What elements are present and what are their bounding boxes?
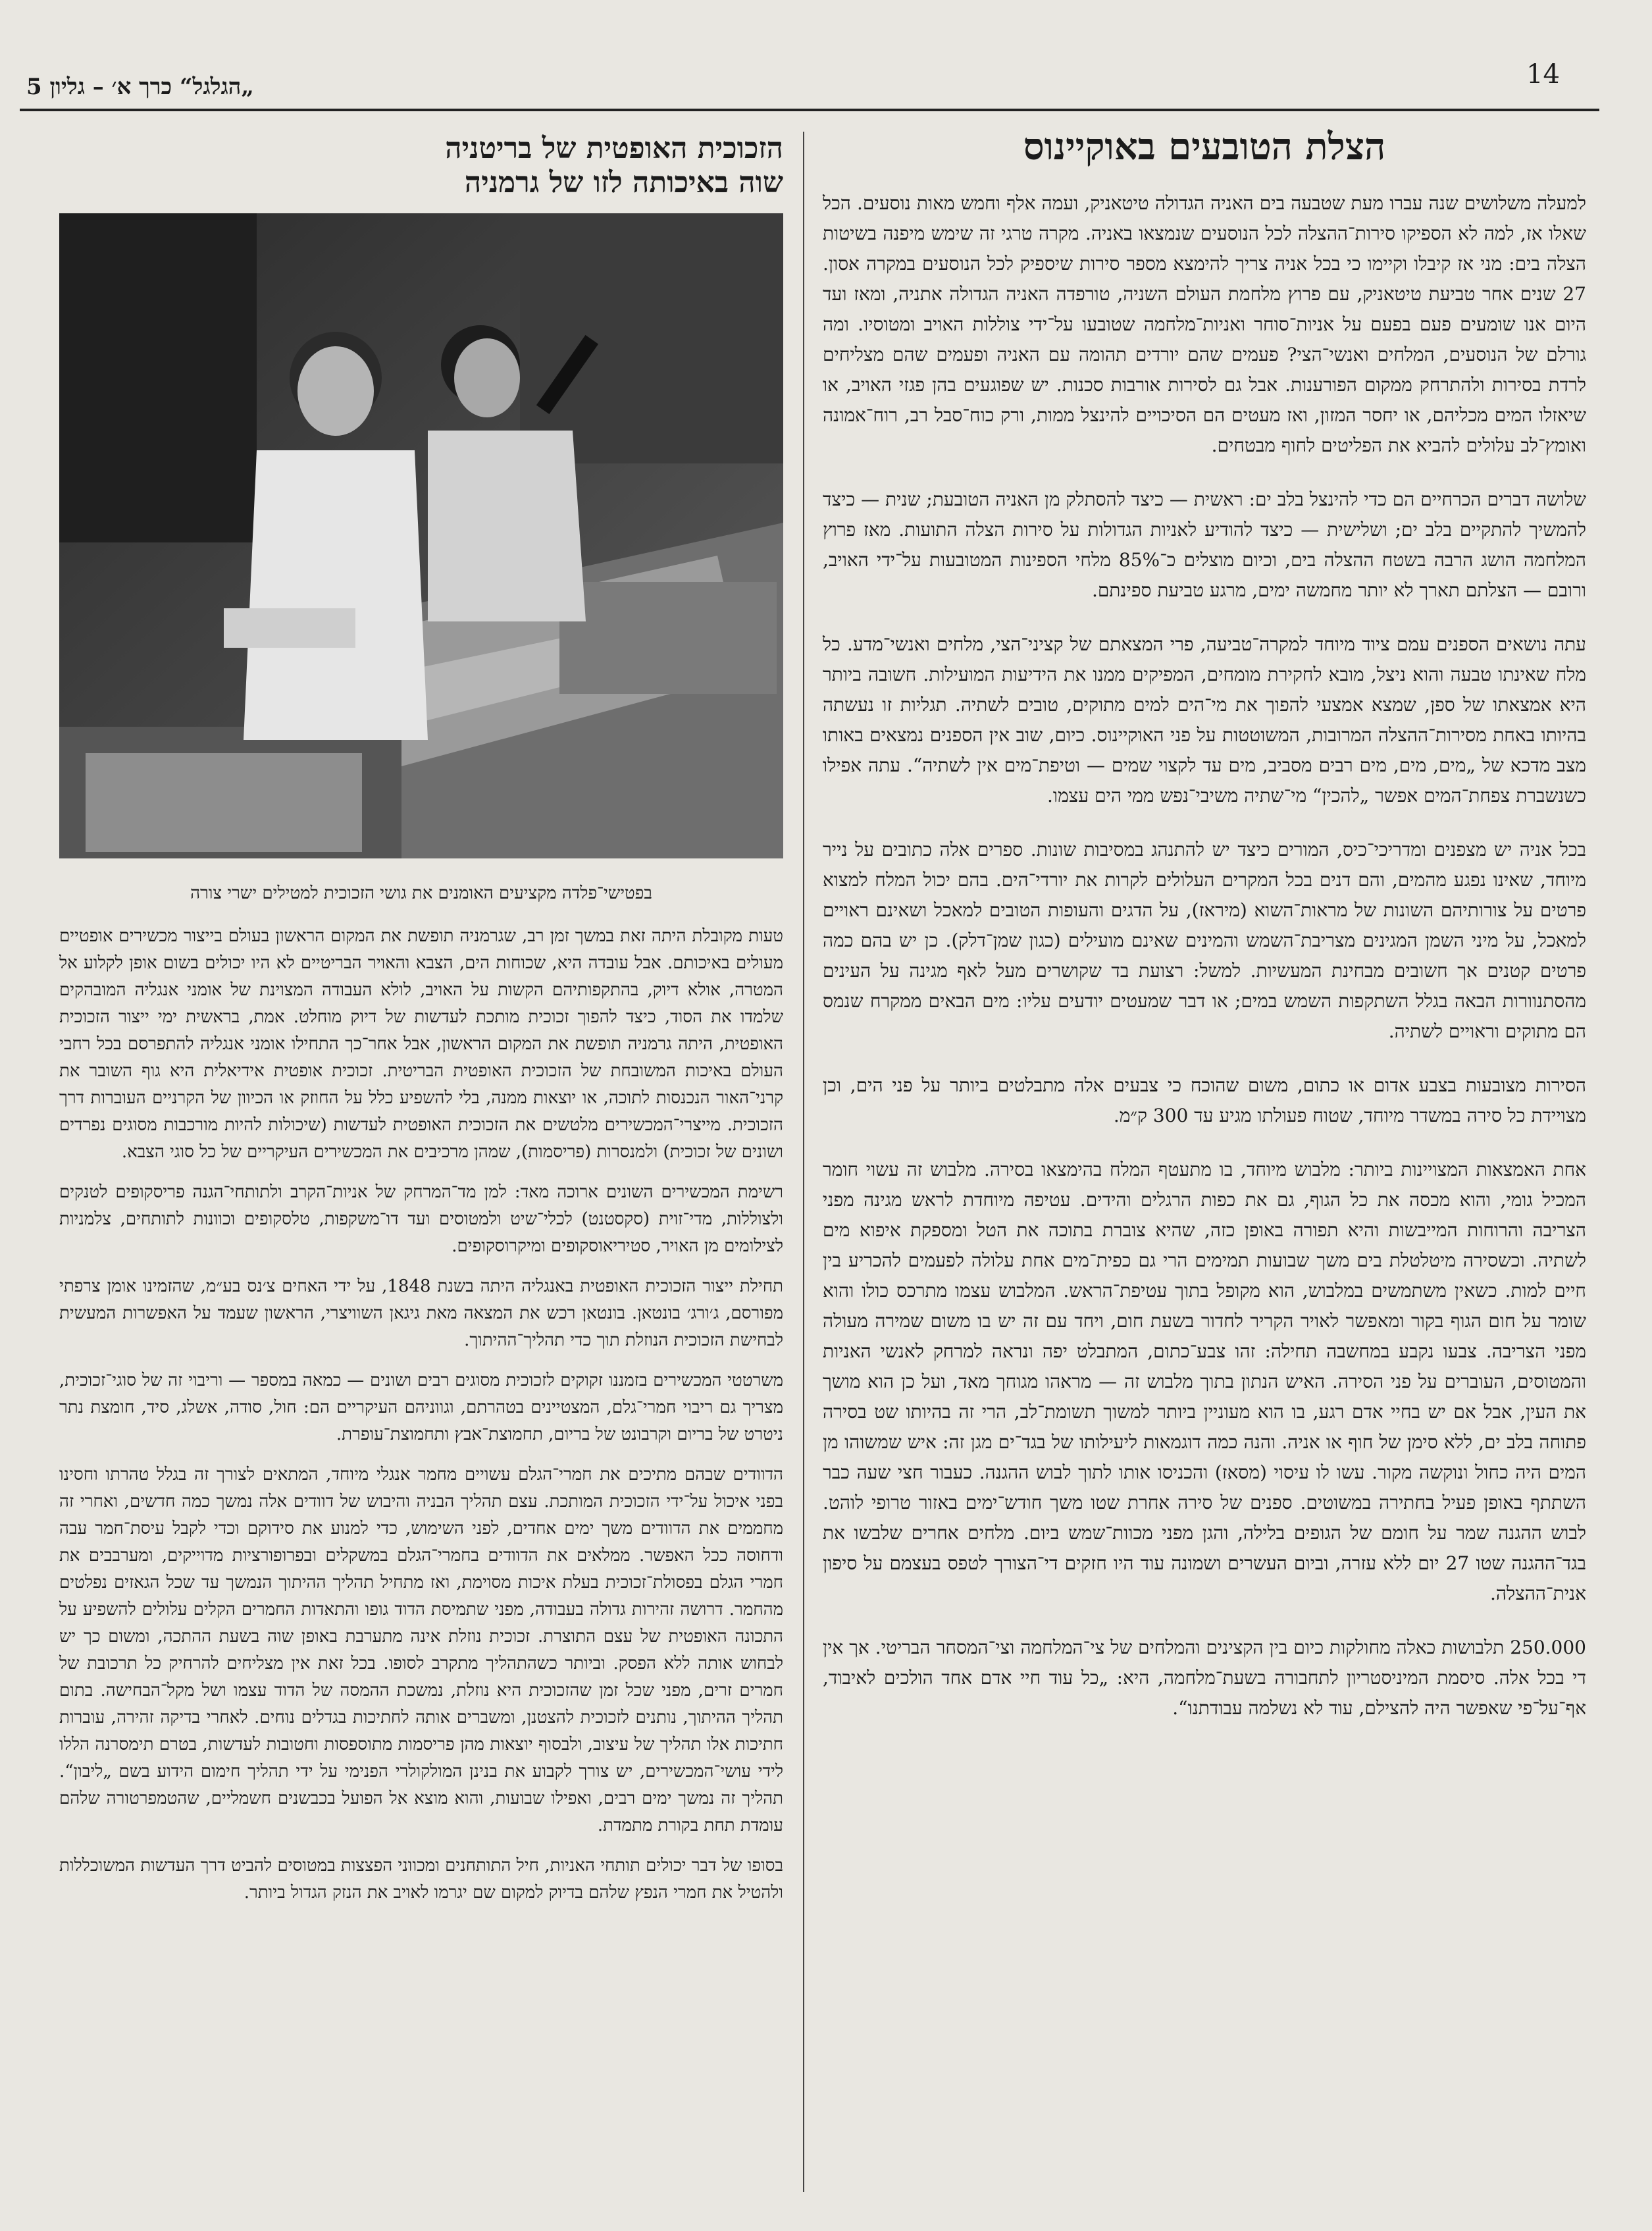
right-article-title: הצלת הטובעים באוקיינוס	[1023, 125, 1386, 169]
workers-photo	[59, 213, 783, 858]
article-paragraph: משרטטי המכשירים בזמננו זקוקים לזכוכית מסוגים רבים ושונים — כמאה במספר — וריבוי זה של סוגי־זכוכית, מצריך גם ריבוי חמרי־גלם, המצטיינים בטהרתם, וגווניהם העיקריים הם: חול, סודה, אשלג, סיד, חומצת נתר ניטרט של בריום וקרבונט של בריום, תחמוצת־אבץ ותחמוצת־עופרת.	[59, 1371, 783, 1444]
article-paragraph: עתה נושאים הספנים עמם ציוד מיוחד למקרה־טביעה, פרי המצאתם של קציני־הצי, מלחים ואנשי־מדע. כל מלח שאינתו טבעה והוא ניצל, מובא לחקירת מומחים, המפיקים ממנו את הידיעות המועילות. חשובה ביותר היא אמצאתו של ספן, שמצא אמצעי להפוך את מי־הים למים מתוקים, טובים לשתיה. תגליות זו נעשתה בהיותו באחת מסירות־ההצלה המרובות, המשוטטות על פני האוקיינוס. כיום, שוב אין הספנים נמצאים באותו מצב מדכא של „מים, מים, מים רבים מסביב, מים עד לקצוי שמים — וטיפת־מים אין לשתיה“. עתה אפילו כשנשברת צפחת־המים אפשר „להכין“ מי־שתיה משיבי־נפש ממי הים עצמו.	[823, 633, 1586, 806]
article-paragraph: טעות מקובלת היתה זאת במשך זמן רב, שגרמניה תופשת את המקום הראשון בעולם בייצור מכשירים אופטיים מעולים באיכותם. אבל עובדה היא, שכוחות הים, הצבא והאויר הבריטיים לא היו יכולים בשום אופן לקלוע אל המטרה, אולא דיוק, בהתקפותיהם הקשות על האויב, לולא העבודה המצוינת של אומני אנגליה המובהקים שלמדו את הסוד, כיצד להפוך זכוכית מותכת לעדשות של דיוק מוחלט. אמת, בראשית ימי ייצור הזכוכית האופטית, היתה גרמניה תופשת את המקום הראשון, אבל אחר־כך התחילו אומני אנגליה להתפרסם בכל רחבי העולם באיכות המשובחת של הזכוכית האופטית הבריטית. זכוכית אופטית אידיאלית היא גוף השובר את קרני־האור הנכנסות לתוכה, או יוצאות ממנה, בלי להשפיע כלל על החוזק או הכיוון של הקרניים העוברות דרך הזכוכית. מייצרי־המכשירים מלטשים את הזכוכית האופטית לעדשות (שיכולות להיות מורכבות מסוגים נפרדים ושונים של זכוכית) ולמנסרות (פריסמות), שמהן מרכיבים את המכשירים העיקריים של כל סוגי הצבא.	[59, 926, 783, 1162]
header-rule	[20, 109, 1599, 111]
article-paragraph: בכל אניה יש מצפנים ומדריכי־כיס, המורים כיצד יש להתנהג במסיבות שונות. ספרים אלה כתובים על נייר מיוחד, שאינו נפגע מהמים, והם דנים בכל המקרים העלולים לקרות את יורדי־הים. בהם יכול המלח למצוא פרטים על צורותיהם השונות של מראות־השוא (מיראז), על הדגים והעופות הטובים למאכל ושאינם ראויים למאכל, על מיני השמן המגינים מצריבת־השמש והמינים שאינם מועילים (כגון שמן־דלק). כן יש בהם כמה פרטים קטנים אך חשובים מבחינת המעשיות. למשל: רצועת בד שקושרים מעל לאף מגינה על העינים מהסתנוורות הבאה בגלל השתקפות השמש במים; או דבר שמעטים יודעים עליו: מים הבאים ממקרח שנמס הם מתוקים וראויים לשתיה.	[823, 839, 1587, 1042]
left-article-title-line: הזכוכית האופטית של בריטניה	[445, 132, 783, 165]
article-paragraph: רשימת המכשירים השונים ארוכה מאד: למן מד־המרחק של אניות־הקרב ולתותחי־הגנה פריסקופים לטנקים ולצוללות, מדי־זוית (סקסטנט) לכלי־שיט ולמטוסים ועד דו־משקפות, טלסקופים וכוונות לתותחים, צלמניות לצילומים מן האויר, סטיריאוסקופים ומיקרוסקופים.	[59, 1182, 783, 1256]
article-paragraph: הסירות מצובעות בצבע אדום או כתום, משום שהוכח כי צבעים אלה מתבלטים ביותר על פני הים, וכן מצויידת כל סירה במשדר מיוחד, שטוח פעולתו מגיע עד 300 ק״מ.	[823, 1074, 1586, 1126]
article-paragraph: בסופו של דבר יכולים תותחי האניות, חיל התותחנים ומכווני הפצצות במטוסים להביט דרך העדשות המשוכללות ולהטיל את חמרי הנפץ שלהם בדיוק למקום שם יגרמו לאויב את הנזק הגדול ביותר.	[59, 1856, 783, 1903]
left-article	[59, 132, 783, 1920]
left-article-title	[59, 132, 783, 200]
right-article	[823, 125, 1586, 1747]
article-paragraph: הדוודים שבהם מתיכים את חמרי־הגלם עשויים מחמר אנגלי מיוחד, המתאים לצורך זה בגלל טהרתו וחסינו בפני איכול על־ידי הזכוכית המותכת. עצם תהליך הבניה והיבוש של דוודים אלה נמשך כמה חדשים, ואחרי זה מחממים את הדוודים משך ימים אחדים, לפני השימוש, כדי למנוע את סידוקם וכדי לקבל עיסת־חמר עבה ודחוסה ככל האפשר. ממלאים את הדוודים בחמרי־הגלם במשקלים ובפרופורציות מדוייקים, ומערבבים את חמרי הגלם בפסולת־זכוכית בעלת איכות מסוימת, ואז מתחיל תהליך ההיתוך הנמשך עד שכל הגאזים נפלטים מהחמר. דרושה זהירות גדולה בעבודה, מפני שתמיסת הדוד גופו והתאדות החמרים הקלים עלולים להשפיע על התכונה האופטית של עצם התוצרת. זכוכית נוזלת אינה מתערבת באופן שוה בשעת ההתכה, ומשום כך יש לבחוש אותה ללא הפסק. וביותר כשהתהליך מתקרב לסופו. בכל זאת אין מצליחים להרחיק כל תרכובת של חמרים זרים, מפני שכל זמן שהזכוכית היא נוזלת, נמשכת ההמסה של הדוד עצמו ושל מקל־הבחישה. בתום תהליך ההיתוך, נותנים לזכוכית להצטנן, ומשברים אותה לחתיכות בגדלים נוחים. לאחרי בדיקה זהירה, עוברות חתיכות אלו תהליך של עיצוב, ולבסוף יוצאות מהן פריסמות מתוספסות וחטובות לעדשות, בטרם תימסרנה הללו לידי עושי־המכשירים, יש צורך לקבוע את בנינן המולקולרי הפנימי על ידי תהליך חימום הידוע בשם „ליבון“. תהליך זה נמשך ימים רבים, ואפילו שבועות, והוא מוצא אל הפועל בכבשנים חשמליים, שהטמפרטורה שלהם עומדת תחת בקורת מתמדת.	[59, 1465, 784, 1835]
page-header	[20, 59, 1613, 112]
article-paragraph: אחת האמצאות המצויינות ביותר: מלבוש מיוחד, בו מתעטף המלח בהימצאו בסירה. מלבוש זה עשוי חומר המכיל גומי, והוא מכסה את כל הגוף, גם את כפות הרגלים והידים. עטיפה מיוחדת לראש מגינה מפני הצריבה והרוחות המייבשות והיא תפורה באופן כזה, שהיא צוברת בתוכה את הטל ומספקת איפוא מים לשתיה. וכשסירה מיטלטלת בים משך שבועות תמימים הרי גם כפית־מים אחת עלולה לפעמים להכריע בין חיים למות. כשאין משתמשים במלבוש, הוא מקופל בתוך עטיפת־הראש. המלבוש עצמו מתרכס כולו והוא שומר על חום הגוף בקור ומאפשר לאויר הקריר לחדור בשעת חום, ויחד עם זה יש בו משום שמירה מעולה מפני הצריבה. צבעו נקבע במחשבה תחילה: זהו צבע־כתום, המתבלט יפה ונראה למרחק לאנשי האניות והמטוסים, העוברים על פני הסירה. האיש הנתון בתוך מלבוש זה — מראהו מגוחך מאד, ועל כן הוא מושך את העין, אבל אם יש בחיי אדם רגע, בו הוא מעוניין ביותר למשוך תשומת־לב, הרי זה בהיותו שט בסירה פתוחה בלב ים, ללא סימן של חוף או אניה. והנה כמה דוגמאות ליעילותו של בגד־ים מגן זה: איש שמשוהו מן המים היה כחול ונוקשה מקור. עשו לו עיסוי (מסאז) והכניסו אותו לתוך לבוש ההגנה. כעבור חצי שעה כבר השתתף באופן פעיל בחתירה במשוטים. ספנים של סירה אחרת שטו משך חודש־ימים באזור טרופי לוהט. לבוש ההגנה שמר על חומם של הגופים בלילה, והגן מפני מכוות־שמש ביום. מלחים אחרים שלבשו את בגד־ההגנה שטו 27 יום ללא עזרה, וביום העשרים ושמונה עוד היו חזקים די־הצורך לטפס בעצמם על סיפון אנית־ההצלה.	[823, 1159, 1587, 1604]
page-number: 14	[1526, 59, 1560, 90]
article-paragraph: למעלה משלושים שנה עברו מעת שטבעה בים האניה הגדולה טיטאניק, ועמה אלף וחמש מאות נוסעים. הכל שאלו אז, למה לא הספיקו סירות־ההצלה לכל הנוסעים שנמצאו באניה. מקרה טרגי זה שימש מיפנה בשיטות הצלה בים: מני אז קיבלו וקיימו כי בכל אניה צריך להימצא מספר סירות שיספיק לכל הנוסעים במקרה אסון. 27 שנים אחר טביעת טיטאניק, עם פרוץ מלחמת העולם השניה, טורפדה האניה הגדולה אתניה, ומאז ועד היום אנו שומעים פעם בפעם על אניות־סוחר ואניות־מלחמה שטובעו על־ידי צוללות האויב ומטוסיו. ומה גורלם של הנוסעים, המלחים ואנשי־הצי? פעמים שהם יורדים תהומה עם האניה ופעמים שהם מצליחים לרדת בסירות ולהתרחק ממקום הפורענות. אבל גם לסירות אורבות סכנות. יש שפוגעים בהן פגזי האויב, או שיאזלו המים מכליהם, או יחסר המזון, ואז מעטים הם הסיכויים להינצל ממות, ורק כוח־סבל רב, רוח־אמונה ואומץ־לב עלולים להביא את הפליטים לחוף מבטחים.	[823, 192, 1587, 456]
column-divider	[803, 132, 804, 2192]
left-article-title-line: שוה באיכותה לזו של גרמניה	[464, 166, 783, 199]
photo-illustration	[59, 213, 783, 858]
photo-caption: בפטישי־פלדה מקציעים האומנים את גושי הזכוכית למטילים ישרי צורה	[190, 883, 652, 903]
publication-name: „הגלגל“ כרך א׳ – גליון 5	[26, 74, 254, 100]
article-paragraph: 250.000 תלבושות כאלה מחולקות כיום בין הקצינים והמלחים של צי־המלחמה וצי־המסחר הבריטי. אך אין די בכל אלה. סיסמת המיניסטריון לתחבורה בשעת־מלחמה, היא: „כל עוד חיי אדם אחד הולכים לאיבוד, אף־על־פי שאפשר היה להצילם, עוד לא נשלמה עבודתנו“.	[823, 1637, 1586, 1719]
article-paragraph: תחילת ייצור הזכוכית האופטית באנגליה היתה בשנת 1848, על ידי האחים צ׳נס בע״מ, שהזמינו אומן צרפתי מפורסם, ג׳ורג׳ בונטאן. בונטאן רכש את המצאה מאת גיגאן השוויצרי, הראשון שעמד על האפשרות המעשית לבחישת הזכוכית הנוזלת תוך כדי תהליך־ההיתוך.	[59, 1276, 783, 1350]
article-paragraph: שלושה דברים הכרחיים הם כדי להינצל בלב ים: ראשית — כיצד להסתלק מן האניה הטובעת; שנית — כיצד להמשיך להתקיים בלב ים; ושלישית — כיצד להודיע לאניות הגדולות על סירות הצלה התועות. מאז פרוץ המלחמה הושג הרבה בשטח ההצלה בים, וכיום מוצלים כ־85% מלחי הספינות המטובעות על־ידי האויב, ורובם — הצלתם תארך לא יותר מחמשה ימים, מרגע טביעת ספינתם.	[823, 488, 1586, 601]
